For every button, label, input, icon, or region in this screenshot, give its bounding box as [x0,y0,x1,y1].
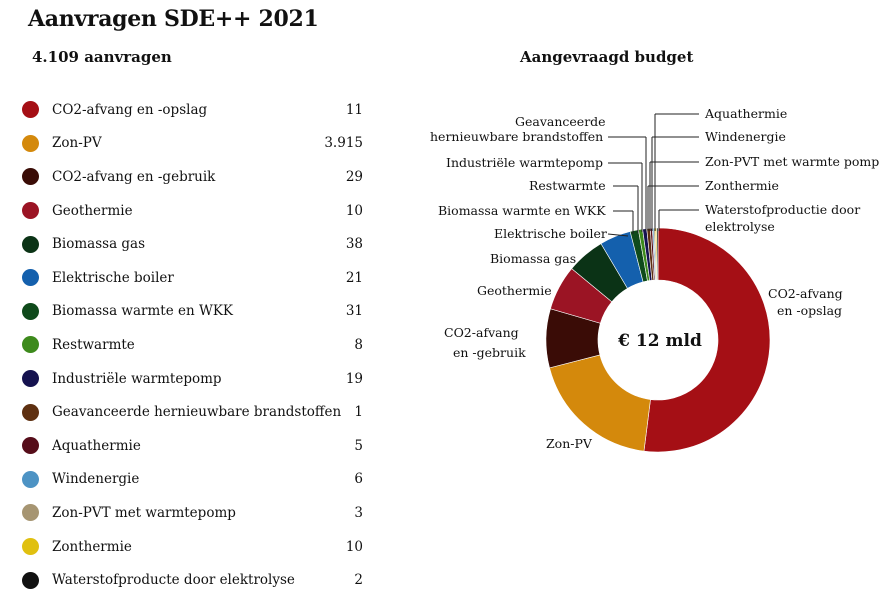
legend-count: 6 [354,471,363,488]
chart-title: Aangevraagd budget [520,48,694,66]
legend-label: Geavanceerde hernieuwbare brandstoffen [52,404,342,421]
legend-count: 5 [354,437,363,454]
label-co2-gebruik-2: en -gebruik [453,345,526,360]
label-geothermie: Geothermie [477,283,552,298]
legend-count: 38 [345,236,363,253]
legend-count: 31 [345,303,363,320]
legend-count: 8 [354,336,363,353]
label-aquathermie: Aquathermie [705,106,788,121]
legend-count: 2 [354,572,363,589]
legend-label: Biomassa warmte en WKK [52,303,233,320]
legend-count: 10 [345,538,363,555]
label-zon-pvt: Zon-PVT met warmte pomp [705,154,880,169]
label-windenergie: Windenergie [705,129,786,144]
legend-count: 3.915 [324,135,363,152]
legend-count: 21 [345,269,363,286]
legend-label: CO2-afvang en -gebruik [52,168,216,185]
legend-label: Windenergie [52,471,140,488]
legend-label: CO2-afvang en -opslag [52,101,208,118]
legend-label: Zon-PV [52,135,102,152]
label-biomassa-wkk: Biomassa warmte en WKK [438,203,606,218]
legend-label: Waterstofproducte door elektrolyse [52,572,295,589]
legend-label: Restwarmte [52,336,135,353]
legend-label: Aquathermie [52,437,141,454]
legend-label: Zonthermie [52,538,132,555]
label-biomassa-gas: Biomassa gas [490,251,577,266]
label-geavanceerde: Geavanceerde [515,114,606,129]
label-industriele-wp: Industriële warmtepomp [446,155,604,170]
legend-label: Biomassa gas [52,236,146,253]
label-elektrische-boiler: Elektrische boiler [494,226,607,241]
legend-count: 29 [345,168,363,185]
label-restwarmte: Restwarmte [529,178,606,193]
legend-label: Industriële warmtepomp [52,370,222,387]
label-waterstof-2: elektrolyse [705,219,775,234]
legend-count: 10 [345,202,363,219]
label-co2-opslag-2: en -opslag [777,303,843,318]
legend-count: 1 [354,404,363,421]
label-zonthermie: Zonthermie [705,178,779,193]
leader-lines [608,114,699,236]
legend-count: 3 [354,504,363,521]
applications-count: 4.109 aanvragen [32,48,172,66]
legend-count: 19 [345,370,363,387]
legend-label: Zon-PVT met warmtepomp [52,504,236,521]
label-geavanceerde-2: hernieuwbare brandstoffen [430,129,604,144]
legend-count: 11 [345,101,363,118]
legend-label: Geothermie [52,202,133,219]
label-waterstof: Waterstofproductie door [705,202,861,217]
page-title: Aanvragen SDE++ 2021 [28,6,319,32]
label-co2-gebruik: CO2-afvang [444,325,519,340]
label-zon-pv: Zon-PV [546,436,592,451]
center-label: € 12 mld [618,331,702,351]
label-co2-opslag: CO2-afvang [768,286,843,301]
legend-label: Elektrische boiler [52,269,174,286]
